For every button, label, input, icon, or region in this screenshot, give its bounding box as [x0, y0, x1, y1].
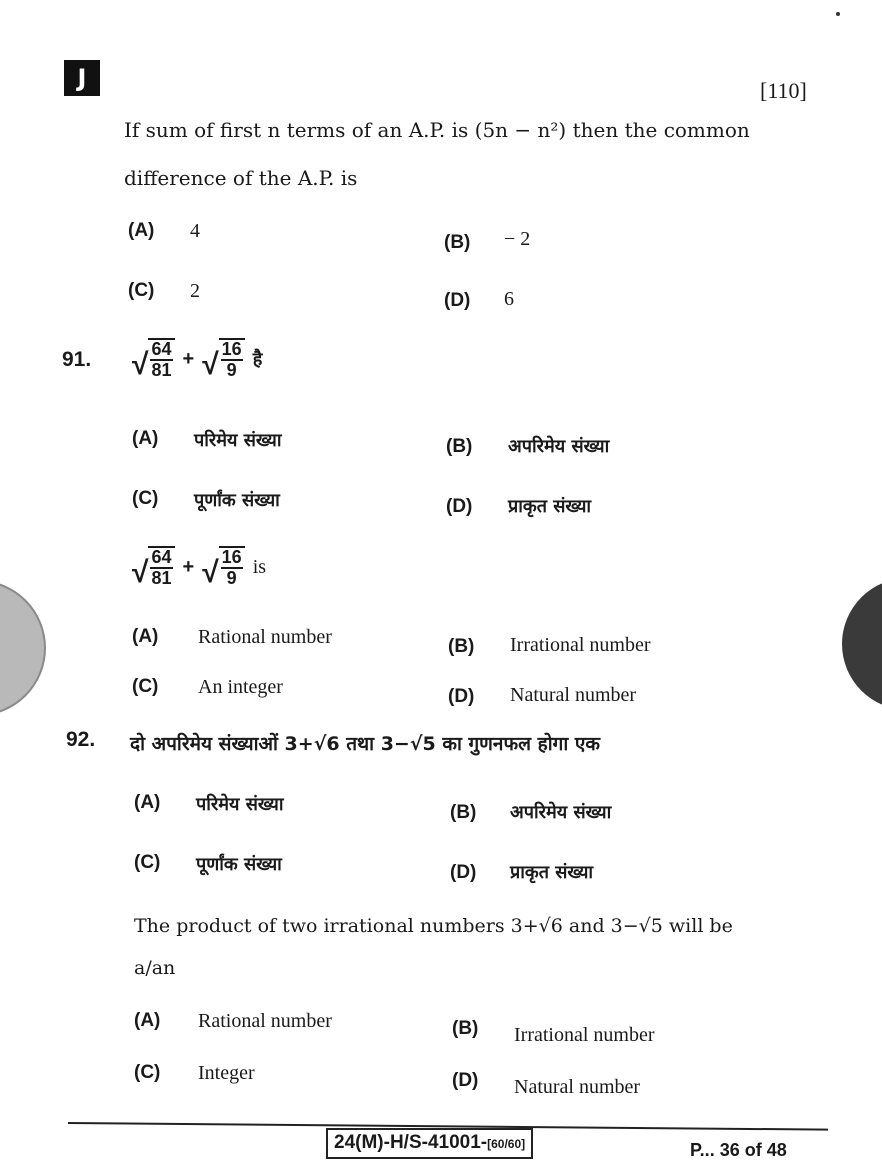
q92-hi-option-a-label: (A) — [134, 792, 161, 813]
q90-option-c-text: 2 — [190, 280, 200, 302]
hindi-suffix: है — [252, 349, 263, 370]
frac1-denominator-en: 81 — [151, 568, 172, 588]
q92-en-option-a-text: Rational number — [198, 1010, 332, 1032]
frac1-numerator: 64 — [151, 339, 172, 359]
q92-en-option-b-label: (B) — [452, 1018, 479, 1039]
q92-en-option-a-label: (A) — [134, 1010, 161, 1031]
left-scan-shadow — [0, 580, 46, 716]
q90-option-c-label: (C) — [128, 280, 155, 301]
paper-code-main: 24(M)-H/S-41001- — [334, 1132, 488, 1153]
q92-en-option-b-text: Irrational number — [514, 1024, 655, 1046]
sqrt-16-9-en: √ $\frac{16}{9}$ — [202, 546, 245, 588]
q91-hi-option-c-text: पूर्णांक संख्या — [194, 490, 280, 511]
q90-option-a-text: 4 — [190, 220, 200, 242]
q92-en-stem-line1: The product of two irrational numbers 3+√6 and 3−√5 will be — [134, 915, 733, 937]
q91-en-option-a-text: Rational number — [198, 626, 332, 648]
sqrt-64-81-en: √ $\frac{64}{81}$ — [132, 546, 175, 588]
q91-hi-option-b-label: (B) — [446, 436, 473, 457]
q90-option-d-label: (D) — [444, 290, 471, 311]
speck — [836, 12, 840, 16]
right-scan-shadow — [842, 578, 882, 710]
q92-en-option-c-text: Integer — [198, 1062, 255, 1084]
page-marker: [110] — [760, 78, 807, 103]
q90-stem-line2: difference of the A.P. is — [124, 166, 358, 190]
q90-option-b-text: − 2 — [504, 228, 531, 250]
q92-en-stem-line2: a/an — [134, 957, 176, 979]
q92-hi-option-d-label: (D) — [450, 862, 477, 883]
plus-sign-en: + — [182, 555, 195, 578]
frac1-numerator-en: 64 — [151, 547, 172, 567]
sqrt-64-81: √ $\frac{64}{81}$ — [132, 338, 175, 380]
sqrt-16-9: √ $\frac{16}{9}$ — [202, 338, 245, 380]
q92-hi-option-d-text: प्राकृत संख्या — [510, 862, 594, 883]
q91-en-option-b-text: Irrational number — [510, 634, 651, 656]
q92-hi-option-b-label: (B) — [450, 802, 477, 823]
q90-stem-line1: If sum of first n terms of an A.P. is (5n − n²) then the common — [124, 118, 750, 142]
q91-en-option-d-text: Natural number — [510, 684, 637, 706]
q91-en-option-c-label: (C) — [132, 676, 159, 697]
q90-option-b-label: (B) — [444, 232, 471, 253]
set-badge: J — [64, 60, 100, 96]
q92-hi-option-c-text: पूर्णांक संख्या — [196, 854, 282, 875]
q92-en-option-d-label: (D) — [452, 1070, 479, 1091]
q92-hi-option-c-label: (C) — [134, 852, 161, 873]
q91-hi-option-a-label: (A) — [132, 428, 159, 449]
frac2-numerator: 16 — [221, 339, 242, 359]
q91-hi-option-d-text: प्राकृत संख्या — [508, 496, 592, 517]
q91-english-expression — [132, 546, 266, 588]
q91-hi-option-c-label: (C) — [132, 488, 159, 509]
q91-en-option-d-label: (D) — [448, 686, 475, 707]
frac1-denominator: 81 — [151, 360, 172, 380]
frac2-numerator-en: 16 — [221, 547, 242, 567]
q90-option-a-label: (A) — [128, 220, 155, 241]
q92-hi-option-a-text: परिमेय संख्या — [196, 794, 284, 815]
paper-code — [326, 1128, 533, 1159]
paper-code-small: [60/60] — [487, 1137, 526, 1151]
frac2-denominator-en: 9 — [226, 568, 237, 588]
english-suffix: is — [252, 555, 267, 578]
q90-option-d-text: 6 — [504, 288, 514, 310]
q91-hindi-expression — [132, 338, 262, 380]
q91-hi-option-d-label: (D) — [446, 496, 473, 517]
q91-en-option-a-label: (A) — [132, 626, 159, 647]
plus-sign: + — [182, 347, 195, 370]
q92-number: 92. — [66, 728, 96, 751]
q92-en-option-c-label: (C) — [134, 1062, 161, 1083]
q91-en-option-c-text: An integer — [198, 676, 283, 698]
q91-en-option-b-label: (B) — [448, 636, 475, 657]
page-indicator: P... 36 of 48 — [690, 1140, 787, 1160]
q92-hindi-stem: दो अपरिमेय संख्याओं 3+√6 तथा 3−√5 का गुणनफल होगा एक — [130, 733, 600, 755]
frac2-denominator: 9 — [226, 360, 237, 380]
q91-number: 91. — [62, 348, 92, 371]
q92-hi-option-b-text: अपरिमेय संख्या — [510, 802, 612, 823]
q91-hi-option-b-text: अपरिमेय संख्या — [508, 436, 610, 457]
q92-en-option-d-text: Natural number — [514, 1076, 641, 1098]
q91-hi-option-a-text: परिमेय संख्या — [194, 430, 282, 451]
